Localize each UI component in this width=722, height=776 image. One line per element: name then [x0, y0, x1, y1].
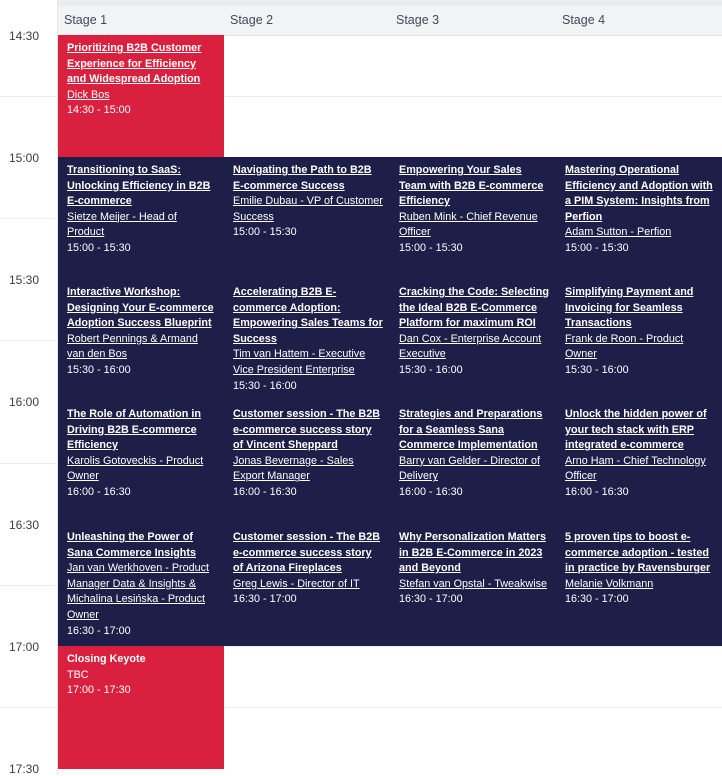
session-title[interactable]: Customer session - The B2B e-commerce success story of Vincent Sheppard: [233, 408, 380, 452]
session-title[interactable]: Mastering Operational Efficiency and Adoption with a PIM System: Insights from Perfion: [565, 164, 713, 223]
grid-line: [0, 707, 58, 708]
session-title[interactable]: 5 proven tips to boost e-commerce adoption - tested in practice by Ravensburger: [565, 531, 711, 575]
session-title[interactable]: Customer session - The B2B e-commerce success story of Arizona Fireplaces: [233, 531, 380, 575]
session-title[interactable]: Accelerating B2B E-commerce Adoption: Empowering Sales Teams for Success: [233, 286, 383, 345]
time-label-1500: 15:00: [9, 151, 40, 165]
session-card[interactable]: [233, 285, 383, 394]
stage-header-row: [58, 6, 722, 36]
session-card[interactable]: [399, 285, 549, 379]
session-card[interactable]: [67, 285, 217, 379]
time-label-1730: 17:30: [9, 762, 40, 776]
session-speaker[interactable]: Greg Lewis - Director of IT: [233, 577, 360, 590]
session-time: 15:00 - 15:30: [67, 241, 131, 254]
session-card[interactable]: [233, 163, 383, 241]
session-card[interactable]: [399, 163, 549, 257]
grid-line: [0, 463, 58, 464]
time-label-1600: 16:00: [9, 395, 40, 409]
session-speaker[interactable]: Robert Pennings & Armand van den Bos: [67, 332, 198, 361]
session-card[interactable]: [67, 652, 217, 699]
session-time: 15:30 - 16:00: [565, 363, 629, 376]
session-speaker[interactable]: Ruben Mink - Chief Revenue Officer: [399, 210, 538, 239]
time-label-1700: 17:00: [9, 640, 40, 654]
session-title[interactable]: Interactive Workshop: Designing Your E-commerce Adoption Success Blueprint: [67, 286, 214, 330]
session-time: 17:00 - 17:30: [67, 684, 131, 697]
session-time: 14:30 - 15:00: [67, 104, 131, 117]
session-title[interactable]: Cracking the Code: Selecting the Ideal B2B E-Commerce Platform for maximum ROI: [399, 286, 549, 330]
grid-line: [0, 585, 58, 586]
session-card[interactable]: [565, 163, 715, 257]
stage-header-2: Stage 2: [230, 13, 274, 27]
stage-header-4: Stage 4: [562, 13, 606, 27]
session-speaker[interactable]: Sietze Meijer - Head of Product: [67, 210, 177, 239]
grid-line: [0, 96, 58, 97]
stage-header-1: Stage 1: [64, 13, 108, 27]
session-time: 16:30 - 17:00: [67, 624, 131, 637]
session-time: 16:00 - 16:30: [565, 485, 629, 498]
session-card[interactable]: [233, 530, 383, 608]
grid-line: [0, 340, 58, 341]
session-card[interactable]: [565, 285, 715, 379]
session-time: 16:30 - 17:00: [565, 593, 629, 606]
session-title[interactable]: The Role of Automation in Driving B2B E-commerce Efficiency: [67, 408, 201, 452]
session-title[interactable]: Transitioning to SaaS: Unlocking Efficiency in B2B E-commerce: [67, 164, 211, 208]
session-time: 15:00 - 15:30: [565, 241, 629, 254]
session-time: 16:00 - 16:30: [67, 485, 131, 498]
grid-line: [0, 218, 58, 219]
session-speaker[interactable]: Jan van Werkhoven - Product Manager Data & Insights & Michalina Lesińska - Product Owner: [67, 562, 210, 621]
session-time: 15:00 - 15:30: [233, 226, 297, 239]
session-title[interactable]: Unlock the hidden power of your tech stack with ERP integrated e-commerce: [565, 408, 707, 452]
session-speaker[interactable]: Emilie Dubau - VP of Customer Success: [233, 195, 383, 223]
session-card[interactable]: [565, 407, 715, 501]
time-label-1430: 14:30: [9, 29, 40, 43]
session-time: 15:30 - 16:00: [233, 379, 297, 392]
session-time: 16:00 - 16:30: [233, 485, 297, 498]
session-title[interactable]: Strategies and Preparations for a Seamless Sana Commerce Implementation: [399, 408, 543, 452]
session-speaker[interactable]: Arno Ham - Chief Technology Officer: [565, 454, 706, 483]
session-card[interactable]: [67, 41, 217, 119]
session-time: 15:30 - 16:00: [67, 363, 131, 376]
session-card[interactable]: [67, 530, 217, 639]
session-title[interactable]: Empowering Your Sales Team with B2B E-commerce Efficiency: [399, 164, 544, 208]
time-label-1530: 15:30: [9, 273, 40, 287]
session-speaker[interactable]: Frank de Roon - Product Owner: [565, 332, 684, 361]
session-speaker[interactable]: Barry van Gelder - Director of Delivery: [399, 454, 541, 483]
session-speaker: TBC: [67, 668, 89, 681]
session-time: 16:30 - 17:00: [233, 593, 297, 606]
session-speaker[interactable]: Jonas Bevernage - Sales Export Manager: [233, 454, 354, 483]
session-speaker[interactable]: Dan Cox - Enterprise Account Executive: [399, 332, 542, 361]
session-speaker[interactable]: Karolis Gotoveckis - Product Owner: [67, 454, 204, 483]
session-speaker[interactable]: Adam Sutton - Perfion: [565, 226, 672, 239]
session-card[interactable]: [565, 530, 715, 608]
session-title[interactable]: Simplifying Payment and Invoicing for Seamless Transactions: [565, 286, 694, 330]
session-speaker[interactable]: Tim van Hattem - Executive Vice President Enterprise: [233, 348, 366, 376]
session-time: 15:30 - 16:00: [399, 363, 463, 376]
time-label-1630: 16:30: [9, 518, 40, 532]
stage-header-3: Stage 3: [396, 13, 440, 27]
session-title[interactable]: Closing Keyote: [67, 653, 146, 665]
session-title[interactable]: Navigating the Path to B2B E-commerce Success: [233, 164, 372, 192]
session-card[interactable]: [233, 407, 383, 501]
session-title[interactable]: Unleashing the Power of Sana Commerce Insights: [67, 531, 197, 559]
session-title[interactable]: Why Personalization Matters in B2B E-Commerce in 2023 and Beyond: [399, 531, 546, 575]
session-card[interactable]: [67, 407, 217, 501]
session-speaker[interactable]: Melanie Volkmann: [565, 577, 654, 590]
session-time: 15:00 - 15:30: [399, 241, 463, 254]
session-time: 16:00 - 16:30: [399, 485, 463, 498]
session-title[interactable]: Prioritizing B2B Customer Experience for Efficiency and Widespread Adoption: [67, 42, 202, 86]
session-speaker[interactable]: Stefan van Opstal - Tweakwise: [399, 577, 548, 590]
session-time: 16:30 - 17:00: [399, 593, 463, 606]
session-card[interactable]: [67, 163, 217, 257]
session-speaker[interactable]: Dick Bos: [67, 88, 110, 101]
session-card[interactable]: [399, 530, 549, 608]
session-card[interactable]: [399, 407, 549, 501]
